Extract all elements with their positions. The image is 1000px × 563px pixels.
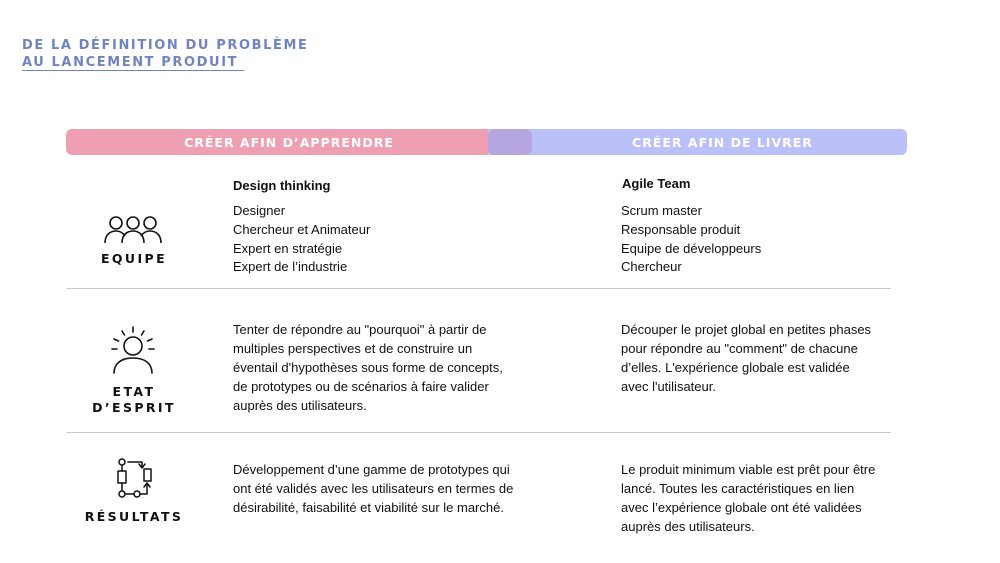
agile-team-list [621, 202, 761, 277]
team-icon [103, 214, 163, 244]
row-label-etat-line1: ETAT [112, 384, 156, 399]
row-divider [66, 288, 891, 289]
design-thinking-team-list [233, 202, 370, 277]
flow-diagram-icon [114, 458, 162, 504]
list-item: Designer [233, 203, 286, 218]
design-thinking-results-text: Développement d’une gamme de prototypes qui ont été validés avec les utilisateurs en termes de désirabilité, faisabilité et viabilité sur le marché. [233, 462, 514, 515]
band-learn [66, 129, 532, 155]
agile-results-text: Le produit minimum viable est prêt pour être lancé. Toutes les caractéristiques en lien avec l’expérience globale ont été validées auprès des utilisateurs. [621, 462, 876, 534]
list-item: Expert de l’industrie [233, 259, 348, 275]
band-deliver [488, 129, 907, 155]
title-line-2: AU LANCEMENT PRODUIT [22, 55, 239, 70]
person-sun-icon [108, 326, 158, 374]
list-item: Scrum master [621, 203, 702, 218]
row-label-equipe [95, 251, 173, 267]
list-item: Expert en stratégie [233, 240, 343, 256]
row-label-resultats-text: RÉSULTATS [84, 509, 184, 524]
list-item: Chercheur [621, 259, 682, 275]
column-header-agile-team: Agile Team [622, 176, 691, 191]
row-label-etat-esprit [80, 384, 188, 416]
list-item: Responsable produit [621, 221, 741, 237]
band-overlap [488, 129, 532, 155]
band-deliver-label: CRÉER AFIN DE LIVRER [632, 134, 813, 150]
band-learn-label: CRÉER AFIN D’APPRENDRE [184, 134, 394, 150]
page-title [22, 37, 309, 71]
column-header-design-thinking: Design thinking [233, 178, 331, 193]
row-label-resultats [78, 509, 190, 525]
list-item: Equipe de développeurs [621, 240, 762, 256]
title-underline [22, 70, 244, 71]
row-label-equipe-text: EQUIPE [100, 251, 168, 266]
design-thinking-mindset-text: Tenter de répondre au "pourquoi" à partir de multiples perspectives et de construire un éventail d'hypothèses sous forme de concepts, de prototypes ou de scénarios à faire valider auprès des utilisateurs. [233, 322, 503, 413]
agile-mindset-text: Découper le projet global en petites phases pour répondre au "comment" de chacune d’elles. L'expérience globale est validée avec l'utilisateur. [621, 322, 872, 394]
list-item: Chercheur et Animateur [233, 221, 371, 237]
title-line-1: DE LA DÉFINITION DU PROBLÈME [22, 38, 309, 53]
row-divider [66, 432, 891, 433]
row-label-etat-line2: D’ESPRIT [92, 400, 176, 415]
